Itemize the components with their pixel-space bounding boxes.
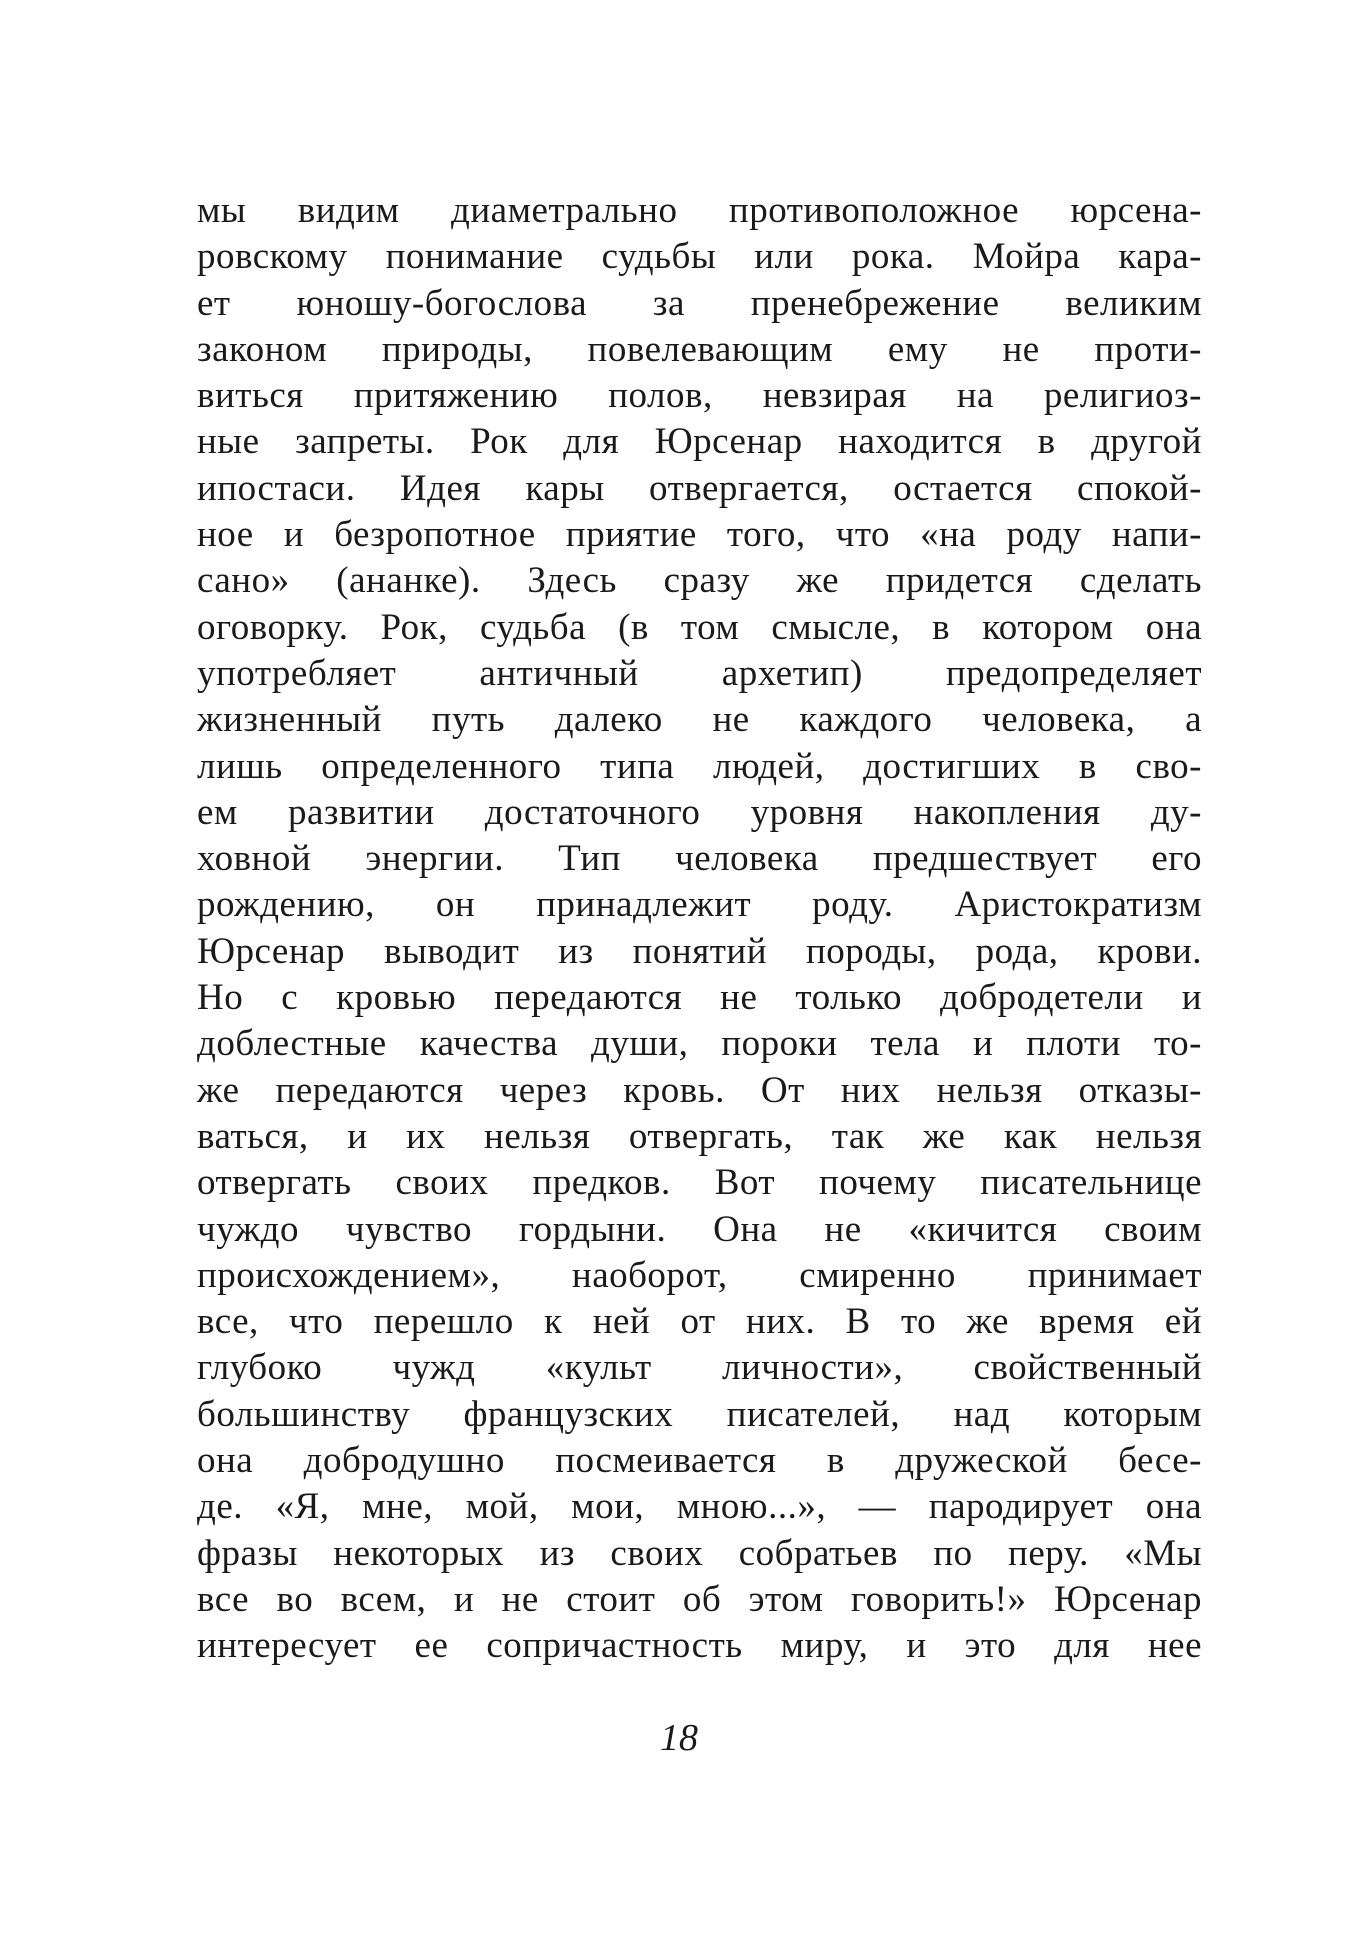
text-line: ховной энергии. Тип человека предшествует его xyxy=(197,838,1202,880)
text-line: доблестные качества души, пороки тела и плоти то- xyxy=(197,1023,1202,1065)
text-line: сано» (ананке). Здесь сразу же придется сделать xyxy=(197,560,1202,602)
text-line: глубоко чужд «культ личности», свойственный xyxy=(197,1347,1202,1389)
text-line: лишь определенного типа людей, достигших в сво- xyxy=(197,745,1202,787)
text-line: интересует ее сопричастность миру, и это для нее xyxy=(197,1625,1202,1667)
text-line: ные запреты. Рок для Юрсенар находится в другой xyxy=(197,421,1202,463)
text-line: ем развитии достаточного уровня накопления ду- xyxy=(197,791,1202,833)
text-line: происхождением», наоборот, смиренно принимает xyxy=(197,1254,1202,1296)
text-line: мы видим диаметрально противоположное юрсена- xyxy=(197,190,1202,231)
text-line: все во всем, и не стоит об этом говорить!» Юрсенар xyxy=(197,1578,1202,1620)
page-number: 18 xyxy=(660,1717,698,1759)
text-line: рождению, он принадлежит роду. Аристократизм xyxy=(197,884,1202,926)
text-line: жизненный путь далеко не каждого человека, а xyxy=(197,699,1202,741)
text-line: Но с кровью передаются не только добродетели и xyxy=(197,977,1202,1019)
text-line: оговорку. Рок, судьба (в том смысле, в котором она xyxy=(197,606,1202,648)
text-line: законом природы, повелевающим ему не проти- xyxy=(197,328,1202,370)
text-line: ваться, и их нельзя отвергать, так же как нельзя xyxy=(197,1115,1202,1157)
text-line: ровскому понимание судьбы или рока. Мойра кара- xyxy=(197,236,1202,278)
text-line: употребляет античный архетип) предопределяет xyxy=(197,652,1202,694)
text-line: Юрсенар выводит из понятий породы, рода, крови. xyxy=(197,930,1202,972)
text-line: фразы некоторых из своих собратьев по перу. «Мы xyxy=(197,1532,1202,1574)
text-line: ет юношу-богослова за пренебрежение великим xyxy=(197,282,1202,324)
text-line: отвергать своих предков. Вот почему писательнице xyxy=(197,1162,1202,1204)
text-line: она добродушно посмеивается в дружеской бесе- xyxy=(197,1440,1202,1482)
text-line: ное и безропотное приятие того, что «на роду напи- xyxy=(197,514,1202,556)
text-line: все, что перешло к ней от них. В то же время ей xyxy=(197,1301,1202,1343)
text-line: виться притяжению полов, невзирая на религиоз- xyxy=(197,375,1202,417)
text-line: де. «Я, мне, мой, мои, мною...», — пародирует она xyxy=(197,1486,1202,1528)
text-line: же передаются через кровь. От них нельзя отказы- xyxy=(197,1069,1202,1111)
text-line: ипостаси. Идея кары отвергается, остается спокой- xyxy=(197,467,1202,509)
text-line: чуждо чувство гордыни. Она не «кичится своим xyxy=(197,1208,1202,1250)
body-text xyxy=(197,188,1202,1670)
text-line: большинству французских писателей, над которым xyxy=(197,1393,1202,1435)
